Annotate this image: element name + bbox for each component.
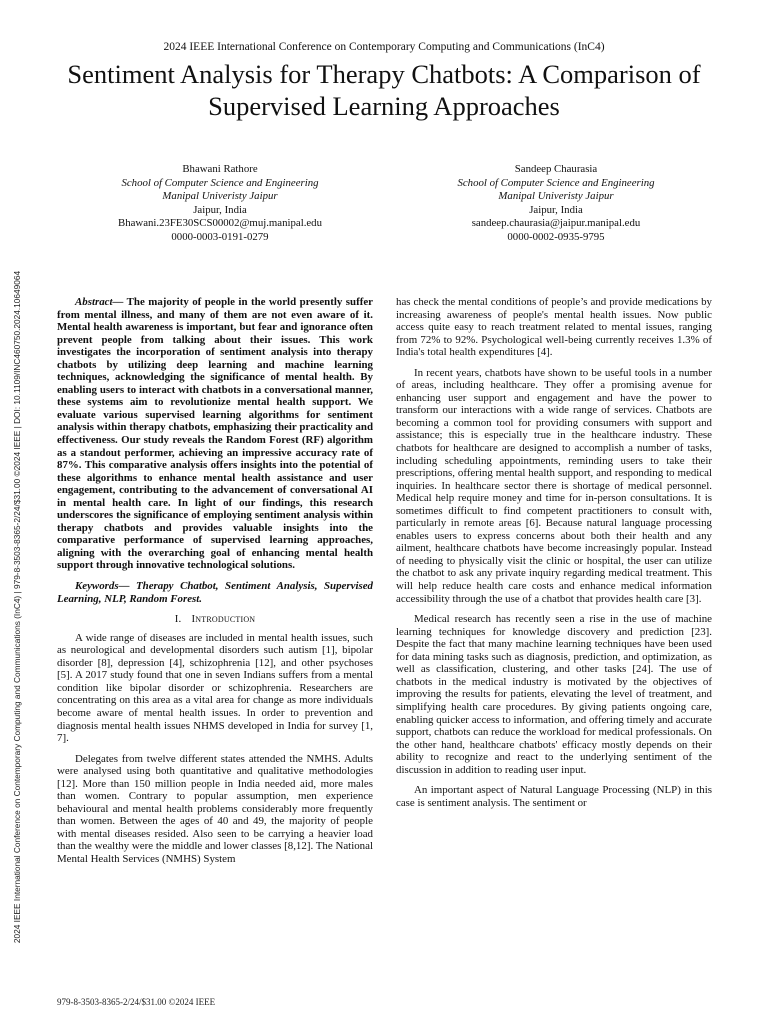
- author-university: Manipal Univeristy Jaipur: [162, 190, 278, 203]
- author-orcid: 0000-0002-0935-9795: [507, 230, 605, 243]
- abstract-label: Abstract—: [75, 296, 124, 308]
- paragraph: Delegates from twelve different states attended the NMHS. Adults were analysed using both quantitative and qualitative methodologies [12]. More than 150 million people in India needed aid, more males than women. Contrary to popular assumption, men experience behavioural and mental health problems considerably more frequently than women. Between the ages of 40 and 49, the majority of people with mental diseases resided. Also seen to be carrying a heavier load than the wealthy were the middle and lower classes [8,12]. The National Mental Health Services (NMHS) System: [57, 752, 373, 865]
- author-name: Sandeep Chaurasia: [514, 163, 598, 175]
- author-email: sandeep.chaurasia@jaipur.manipal.edu: [471, 217, 641, 230]
- paragraph: has check the mental conditions of people’s and provide medications by increasing awareness of people's mental health issues. Now public access quite easy to reach treatment related to mental issues, ranging from 72% to 92%. Psychological well-being currently receives 1.3% of India's total health expenditures [4].: [396, 296, 712, 359]
- conference-header: 2024 IEEE International Conference on Contemporary Computing and Communications (InC4): [163, 41, 605, 53]
- section-heading-introduction: [57, 613, 373, 626]
- author-university: Manipal Univeristy Jaipur: [498, 190, 614, 203]
- author-block-1: [70, 163, 370, 245]
- section-title: Introduction: [191, 613, 256, 626]
- abstract-text: The majority of people in the world presently suffer from mental illness, and many of them are not even aware of it. Mental health awareness is important, but fear and ignorance often prevent people from talking about their issues. This work investigates the incorporation of sentiment analysis into therapy chatbots by utilizing deep learning and machine learning techniques, acknowledging the significance of mental health. By enabling users to interact with chatbots in a conversational manner, these systems aim to revolutionize mental health support. We evaluate various supervised learning algorithms for sentiment analysis within therapy chatbots, emphasizing their practicality and effectiveness. Our study reveals the Random Forest (RF) algorithm as a standout performer, achieving an impressive accuracy rate of 87%. This comparative analysis offers insights into the potential of these algorithms to enhance mental health assistance and user engagement, contributing to the advancement of conversational AI in mental health care. In light of our findings, this research underscores the significance of employing sentiment analysis within therapy chatbots and provides valuable insights into the comparative performance of supervised learning approaches, aligning with the overarching goal of enhancing mental health support through innovative technological solutions.: [57, 296, 373, 572]
- abstract: [57, 296, 373, 572]
- author-department: School of Computer Science and Engineering: [121, 176, 319, 189]
- author-name: Bhawani Rathore: [182, 163, 258, 175]
- paragraph: Medical research has recently seen a rise in the use of machine learning techniques for knowledge discovery and prediction [23]. Despite the fact that many machine learning techniques have been used for data mining tasks such as diagnosis, prediction, and optimization, as well as classification, clustering, and other tasks [24]. The use of chatbots in the medical industry is motivated by the objectives of improving the results for patients, elevating the level of treatment, and simplifying health care procedures. By giving patients ongoing care, enabling quicker access to information, and offering timely and accurate support, chatbots can reduce the workload for medical professionals. On the other hand, healthcare chatbots' efficacy mostly depends on their ability to recognize and react to the underlying sentiment of the discussion in addition to reading user input.: [396, 613, 712, 776]
- paragraph: An important aspect of Natural Language Processing (NLP) in this case is sentiment analysis. The sentiment or: [396, 784, 712, 809]
- author-location: Jaipur, India: [529, 203, 583, 216]
- author-department: School of Computer Science and Engineering: [457, 176, 655, 189]
- section-number: I.: [174, 613, 182, 626]
- right-column: [396, 296, 712, 817]
- paragraph: A wide range of diseases are included in mental health issues, such as neurological and developmental disorders such autism [1], bipolar disorder [8], depression [4], schizophrenia [12], and other psychoses [5]. A 2017 study found that one in seven Indians suffers from a mental condition like bipolar disorder or schizophrenia. Researchers are concentrating on this area as a vital area for change as more individuals become aware of mental health issues. In order to prevention and diagnosis mental health issues NHMS developed in India for survey [1, 7].: [57, 631, 373, 745]
- paragraph: In recent years, chatbots have shown to be useful tools in a number of areas, including healthcare. They offer a promising avenue for enhancing user support and engagement and have the power to transform our interactions with a wide range of services. Chatbots are becoming a common tool for providing consumers with support and assistance; this is especially true in the healthcare industry. These chatbots for healthcare are designed to accomplish a number of tasks, including scheduling appointments, reminding users to take their prescriptions, offering mental health support, and responding to medical inquiries. In healthcare sector there is shortage of medical personnel. Medical help require money and time for in-person consultations. It is sometimes difficult to find competent practitioners to consult with, particularly in remote areas [6]. Because natural language processing enables users to express concerns about both their health and any ailment, healthcare chatbots have become increasingly popular. Instead of needing to physically visit the clinic or hospital, the user can utilize the chatbot to ask any private inquiry regarding medical treatment. This will help reduce health care costs and enhance medical information accessibility through the use of a chatbot that provides health care [3].: [396, 366, 712, 605]
- side-citation-strip: [10, 235, 24, 979]
- footer-copyright: 979-8-3503-8365-2/24/$31.00 ©2024 IEEE: [57, 997, 216, 1007]
- author-block-2: [406, 163, 706, 245]
- keywords: Keywords— Therapy Chatbot, Sentiment Analysis, Supervised Learning, NLP, Random Forest.: [57, 580, 373, 605]
- author-email: Bhawani.23FE30SCS00002@muj.manipal.edu: [118, 217, 322, 230]
- author-location: Jaipur, India: [193, 203, 247, 216]
- author-orcid: 0000-0003-0191-0279: [171, 230, 269, 243]
- side-citation-text: 2024 IEEE International Conference on Contemporary Computing and Communications (InC4) | 979-8-3503-8365-2/24/$31.00 ©2024 IEEE | DOI: 10.1109/INC460750.2024.10649064: [12, 270, 22, 944]
- left-column: [57, 296, 373, 874]
- paper-title: Sentiment Analysis for Therapy Chatbots: A Comparison of Supervised Learning Approaches: [67, 59, 701, 121]
